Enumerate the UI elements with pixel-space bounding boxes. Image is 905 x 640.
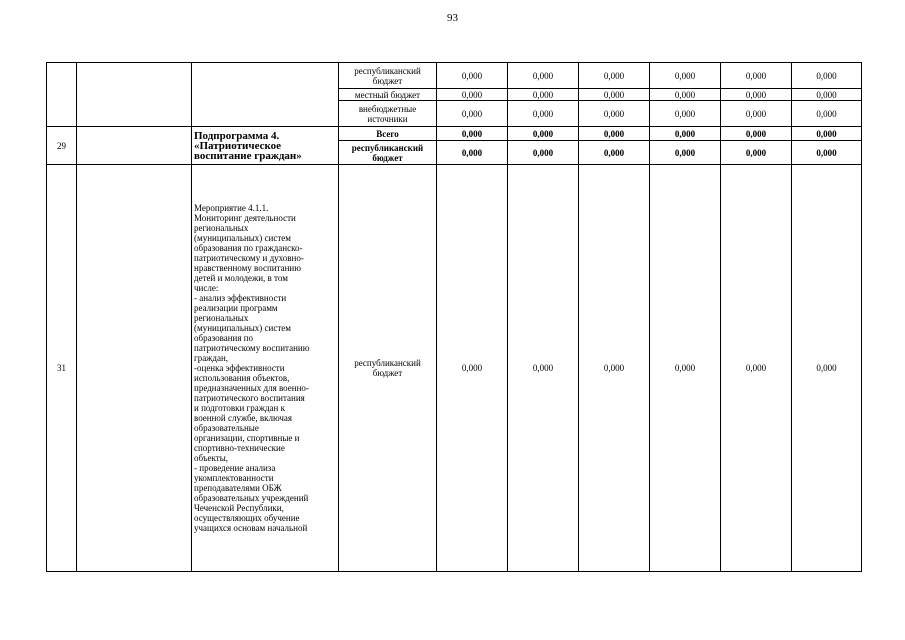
value-cell: 0,000: [792, 89, 862, 101]
value-cell: 0,000: [437, 141, 508, 165]
value-cell: 0,000: [721, 165, 792, 572]
value-cell: 0,000: [579, 63, 650, 89]
value-cell: 0,000: [579, 141, 650, 165]
value-cell: 0,000: [437, 165, 508, 572]
funding-source: местный бюджет: [339, 89, 437, 101]
funding-source: республиканский бюджет: [339, 165, 437, 572]
funding-source: Всего: [339, 127, 437, 141]
value-cell: 0,000: [579, 127, 650, 141]
value-cell: 0,000: [721, 101, 792, 127]
value-cell: 0,000: [650, 165, 721, 572]
subprogram-title: Подпрограмма 4. «Патриотическое воспитание граждан»: [192, 127, 339, 165]
funding-source: внебюджетные источники: [339, 101, 437, 127]
value-cell: 0,000: [792, 63, 862, 89]
table-row: [47, 63, 862, 89]
value-cell: 0,000: [437, 127, 508, 141]
value-cell: 0,000: [508, 89, 579, 101]
value-cell: 0,000: [579, 165, 650, 572]
value-cell: 0,000: [508, 141, 579, 165]
value-cell: 0,000: [792, 165, 862, 572]
value-cell: 0,000: [579, 89, 650, 101]
name-cell: [192, 63, 339, 127]
value-cell: 0,000: [508, 165, 579, 572]
value-cell: 0,000: [437, 63, 508, 89]
value-cell: 0,000: [792, 127, 862, 141]
row-index: 31: [47, 165, 77, 572]
value-cell: 0,000: [650, 89, 721, 101]
value-cell: 0,000: [721, 127, 792, 141]
value-cell: 0,000: [437, 89, 508, 101]
page-number: 93: [447, 12, 458, 24]
value-cell: 0,000: [650, 101, 721, 127]
value-cell: 0,000: [650, 63, 721, 89]
value-cell: 0,000: [792, 101, 862, 127]
value-cell: 0,000: [721, 89, 792, 101]
value-cell: 0,000: [721, 141, 792, 165]
funding-source: республиканский бюджет: [339, 141, 437, 165]
empty-cell: [77, 165, 192, 572]
value-cell: 0,000: [721, 63, 792, 89]
index-cell: [47, 63, 77, 127]
value-cell: 0,000: [437, 101, 508, 127]
value-cell: 0,000: [650, 127, 721, 141]
table-row: [47, 165, 862, 572]
value-cell: 0,000: [579, 101, 650, 127]
empty-cell: [77, 127, 192, 165]
value-cell: 0,000: [792, 141, 862, 165]
value-cell: 0,000: [508, 63, 579, 89]
measure-description: Мероприятие 4.1.1. Мониторинг деятельности региональных (муниципальных) систем образования по гражданско- патриотическому и духовно- нравственному воспитанию детей и молодежи, в том числе: - анализ эффективности реализации программ региональных (муниципальных) систем образования по патриотическому воспитанию граждан, -оценка эффективности использования объектов, предназначенных для военно- патриотического воспитания и подготовки граждан к военной службе, включая образовательные организации, спортивные и спортивно-технические объекты, - проведение анализа укомплектованности преподавателями ОБЖ образовательных учреждений Чеченской Республики, осуществляющих обучение учащихся основам начальной: [192, 165, 339, 572]
row-index: 29: [47, 127, 77, 165]
funding-source: республиканский бюджет: [339, 63, 437, 89]
value-cell: 0,000: [650, 141, 721, 165]
empty-cell: [77, 63, 192, 127]
value-cell: 0,000: [508, 101, 579, 127]
budget-table: [46, 62, 862, 572]
table-row: [47, 127, 862, 141]
value-cell: 0,000: [508, 127, 579, 141]
